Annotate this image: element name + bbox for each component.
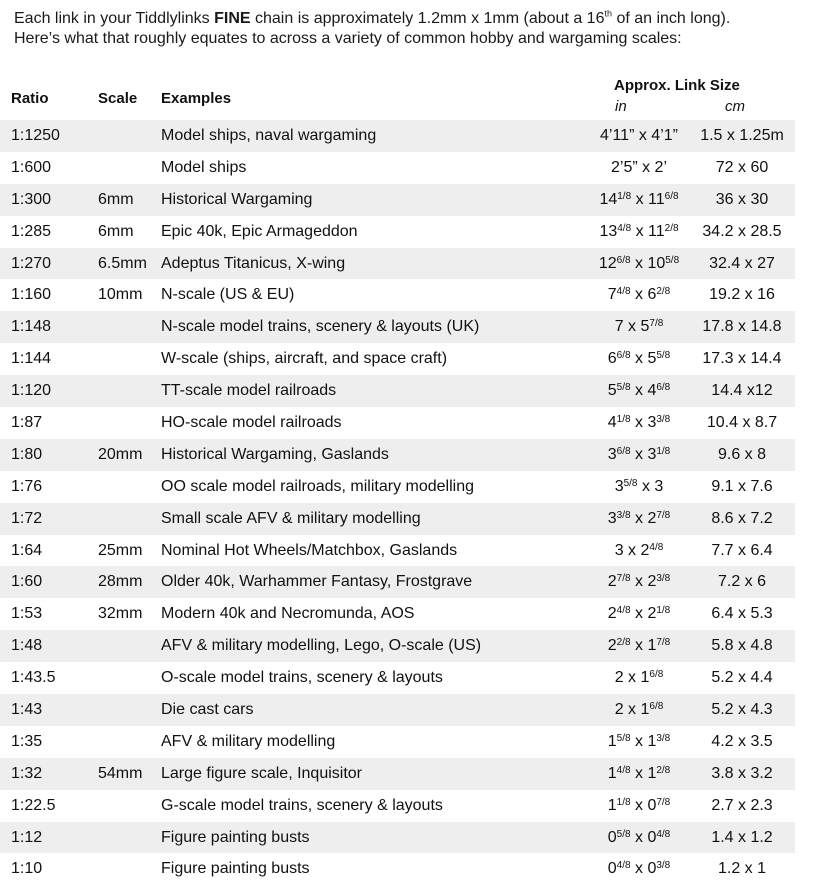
examples-cell: Small scale AFV & military modelling: [161, 509, 421, 527]
inches-fraction: 3/8: [616, 509, 631, 521]
link-size-cm-cell: 72 x 60: [715, 158, 769, 176]
table-row: [0, 853, 795, 885]
inches-fraction: 3/8: [656, 860, 671, 872]
inches-value: 0: [607, 828, 617, 846]
header-unit-cm: cm: [725, 98, 745, 115]
scale-cell: 54mm: [98, 764, 143, 782]
intro-text: [14, 9, 809, 49]
scale-table: [0, 120, 795, 885]
link-size-cm-cell: 8.6 x 7.2: [711, 509, 773, 527]
inches-fraction: 4/8: [616, 764, 631, 776]
examples-cell: Die cast cars: [161, 701, 254, 719]
intro-text-part: Each link in your Tiddlylinks: [14, 10, 215, 27]
table-row: [0, 503, 795, 535]
table-row: [0, 184, 795, 216]
ratio-cell: 1:22.5: [11, 796, 56, 814]
inches-fraction: 6/8: [649, 701, 664, 713]
inches-value: x 0: [630, 828, 657, 846]
examples-cell: HO-scale model railroads: [161, 414, 342, 432]
intro-line-1: [14, 9, 809, 29]
intro-text-part: of an inch long).: [612, 10, 731, 27]
examples-cell: Figure painting busts: [161, 860, 310, 878]
inches-fraction: 7/8: [616, 573, 631, 585]
inches-value: 14: [599, 190, 618, 208]
scale-cell: 6mm: [98, 222, 134, 240]
scale-cell: 6.5mm: [98, 254, 147, 272]
ratio-cell: 1:35: [11, 732, 43, 750]
ratio-cell: 1:48: [11, 637, 43, 655]
inches-fraction: 3/8: [656, 573, 671, 585]
inches-value: x 0: [630, 860, 657, 878]
table-row: [0, 343, 795, 375]
inches-value: 12: [598, 254, 617, 272]
inches-fraction: 6/8: [616, 350, 631, 362]
inches-fraction: 6/8: [616, 445, 631, 457]
inches-value: x 2: [630, 605, 657, 623]
link-size-cm-cell: 6.4 x 5.3: [711, 605, 773, 623]
intro-line-2: Here’s what that roughly equates to across a variety of common hobby and wargaming scales:: [14, 30, 682, 47]
inches-value: x 5: [630, 350, 657, 368]
inches-fraction: 1/8: [617, 190, 632, 202]
inches-fraction: 4/8: [616, 605, 631, 617]
inches-fraction: 5/8: [656, 350, 671, 362]
table-row: [0, 375, 795, 407]
link-size-cm-cell: 14.4 x12: [711, 382, 773, 400]
inches-fraction: 6/8: [656, 382, 671, 394]
inches-fraction: 2/8: [664, 222, 679, 234]
examples-cell: W-scale (ships, aircraft, and space craft): [161, 350, 448, 368]
ratio-cell: 1:43.5: [11, 669, 56, 687]
table-row: [0, 566, 795, 598]
inches-fraction: 1/8: [616, 796, 631, 808]
inches-fraction: 7/8: [656, 637, 671, 649]
inches-fraction: 6/8: [649, 669, 664, 681]
inches-fraction: 3/8: [656, 732, 671, 744]
examples-cell: Figure painting busts: [161, 828, 310, 846]
inches-value: 2: [607, 637, 617, 655]
inches-value: 5: [607, 382, 617, 400]
ratio-cell: 1:72: [11, 509, 43, 527]
link-size-cm-cell: 7.7 x 6.4: [711, 541, 773, 559]
ratio-cell: 1:87: [11, 414, 43, 432]
table-row: [0, 662, 795, 694]
link-size-cm-cell: 34.2 x 28.5: [702, 222, 782, 240]
ratio-cell: 1:285: [11, 222, 52, 240]
inches-value: x 3: [637, 477, 664, 495]
link-size-cm-cell: 5.8 x 4.8: [711, 637, 773, 655]
header-unit-in: in: [615, 98, 627, 115]
inches-value: 3: [607, 509, 617, 527]
table-row: [0, 598, 795, 630]
examples-cell: Modern 40k and Necromunda, AOS: [161, 605, 415, 623]
examples-cell: Nominal Hot Wheels/Matchbox, Gaslands: [161, 541, 458, 559]
examples-cell: Adeptus Titanicus, X-wing: [161, 254, 346, 272]
ratio-cell: 1:600: [11, 158, 52, 176]
ratio-cell: 1:43: [11, 701, 43, 719]
inches-fraction: 5/8: [616, 828, 631, 840]
scale-cell: 25mm: [98, 541, 143, 559]
scale-cell: 32mm: [98, 605, 143, 623]
inches-value: 3: [607, 445, 617, 463]
ratio-cell: 1:60: [11, 573, 43, 591]
inches-value: x 11: [631, 222, 665, 240]
examples-cell: Epic 40k, Epic Armageddon: [161, 222, 358, 240]
link-size-cm-cell: 17.8 x 14.8: [702, 318, 782, 336]
inches-fraction: 1/8: [656, 445, 671, 457]
inches-value: x 2: [630, 509, 657, 527]
header-ratio: Ratio: [11, 90, 49, 107]
table-row: [0, 630, 795, 662]
table-row: [0, 535, 795, 567]
inches-value: 3: [614, 477, 624, 495]
inches-value: x 4: [630, 382, 657, 400]
inches-value: x 11: [631, 190, 665, 208]
inches-fraction: 5/8: [665, 254, 680, 266]
ratio-cell: 1:80: [11, 445, 43, 463]
inches-value: x 2: [630, 573, 657, 591]
inches-fraction: 4/8: [656, 828, 671, 840]
examples-cell: AFV & military modelling, Lego, O-scale (US): [161, 637, 482, 655]
ratio-cell: 1:53: [11, 605, 43, 623]
inches-value: 4: [607, 414, 617, 432]
inches-value: x 0: [630, 796, 657, 814]
inches-fraction: 2/8: [656, 286, 671, 298]
link-size-cm-cell: 7.2 x 6: [717, 573, 767, 591]
inches-value: 2 x 1: [614, 701, 650, 719]
inches-fraction: 2/8: [656, 764, 671, 776]
table-row: [0, 248, 795, 280]
header-scale: Scale: [98, 90, 138, 107]
chain-name-bold: FINE: [214, 10, 251, 27]
inches-value: x 6: [630, 286, 657, 304]
ratio-cell: 1:160: [11, 286, 52, 304]
inches-fraction: 4/8: [649, 541, 664, 553]
inches-fraction: 3/8: [656, 414, 671, 426]
inches-fraction: 1/8: [656, 605, 671, 617]
table-row: [0, 758, 795, 790]
inches-value: 1: [607, 796, 617, 814]
ratio-cell: 1:148: [11, 318, 52, 336]
header-link-size: Approx. Link Size: [614, 77, 740, 94]
ratio-cell: 1:144: [11, 350, 52, 368]
table-row: [0, 726, 795, 758]
inches-value: 2: [607, 605, 617, 623]
inches-value: x 3: [630, 445, 657, 463]
ratio-cell: 1:32: [11, 764, 43, 782]
ratio-cell: 1:300: [11, 190, 52, 208]
link-size-cm-cell: 2.7 x 2.3: [711, 796, 773, 814]
inches-fraction: 7/8: [649, 318, 664, 330]
inches-fraction: 5/8: [623, 477, 638, 489]
table-row: [0, 790, 795, 822]
table-row: [0, 152, 795, 184]
link-size-cm-cell: 9.1 x 7.6: [711, 477, 773, 495]
link-size-cm-cell: 9.6 x 8: [717, 445, 767, 463]
examples-cell: N-scale model trains, scenery & layouts (UK): [161, 318, 480, 336]
examples-cell: Historical Wargaming: [161, 190, 313, 208]
examples-cell: Large figure scale, Inquisitor: [161, 764, 362, 782]
link-size-cm-cell: 4.2 x 3.5: [711, 732, 773, 750]
ratio-cell: 1:270: [11, 254, 52, 272]
link-size-cm-cell: 17.3 x 14.4: [702, 350, 782, 368]
scale-cell: 6mm: [98, 190, 134, 208]
ratio-cell: 1:76: [11, 477, 43, 495]
inches-value: 7: [607, 286, 617, 304]
inches-fraction: 4/8: [616, 860, 631, 872]
table-row: [0, 407, 795, 439]
table-row: [0, 216, 795, 248]
examples-cell: Model ships, naval wargaming: [161, 127, 377, 144]
table-row: [0, 311, 795, 343]
ratio-cell: 1:1250: [11, 127, 60, 144]
inches-fraction: 6/8: [616, 254, 631, 266]
inches-value: 0: [607, 860, 617, 878]
table-row: [0, 120, 795, 152]
inches-fraction: 2/8: [616, 637, 631, 649]
inches-value: x 1: [630, 732, 657, 750]
link-size-cm-cell: 36 x 30: [715, 190, 769, 208]
inches-value: x 10: [630, 254, 666, 272]
examples-cell: OO scale model railroads, military modelling: [161, 477, 474, 495]
inches-value: 1: [607, 764, 617, 782]
table-row: [0, 279, 795, 311]
inches-value: x 3: [630, 414, 657, 432]
link-size-cm-cell: 19.2 x 16: [709, 286, 775, 304]
table-header: [0, 76, 817, 120]
link-size-cm-cell: 1.4 x 1.2: [711, 828, 773, 846]
examples-cell: N-scale (US & EU): [161, 286, 295, 304]
inches-fraction: 5/8: [616, 732, 631, 744]
header-examples: Examples: [161, 90, 232, 107]
examples-cell: G-scale model trains, scenery & layouts: [161, 796, 443, 814]
inches-value: 3 x 2: [614, 541, 650, 559]
table-row: [0, 822, 795, 854]
inches-fraction: 4/8: [616, 286, 631, 298]
link-size-cm-cell: 5.2 x 4.3: [711, 701, 773, 719]
link-size-cm-cell: 10.4 x 8.7: [706, 414, 778, 432]
ratio-cell: 1:12: [11, 828, 43, 846]
inches-fraction: 1/8: [616, 414, 631, 426]
inches-value: 7 x 5: [614, 318, 650, 336]
inches-fraction: 7/8: [656, 796, 671, 808]
table-row: [0, 471, 795, 503]
ratio-cell: 1:10: [11, 860, 43, 878]
inches-value: 4’11” x 4’1”: [600, 127, 678, 144]
examples-cell: AFV & military modelling: [161, 732, 336, 750]
scale-cell: 28mm: [98, 573, 143, 591]
inches-value: 2 x 1: [614, 669, 650, 687]
examples-cell: Model ships: [161, 158, 247, 176]
table-row: [0, 694, 795, 726]
inches-fraction: 6/8: [664, 190, 679, 202]
ordinal-suffix: th: [604, 8, 612, 19]
link-size-cm-cell: 1.2 x 1: [717, 860, 767, 878]
inches-value: x 1: [630, 637, 657, 655]
examples-cell: TT-scale model railroads: [161, 382, 337, 400]
link-size-cm-cell: 5.2 x 4.4: [711, 669, 773, 687]
examples-cell: Older 40k, Warhammer Fantasy, Frostgrave: [161, 573, 473, 591]
inches-value: 2: [607, 573, 617, 591]
examples-cell: O-scale model trains, scenery & layouts: [161, 669, 443, 687]
ratio-cell: 1:120: [11, 382, 52, 400]
inches-value: 2’5” x 2’: [610, 158, 668, 176]
intro-text-part: chain is approximately 1.2mm x 1mm (about a 16: [250, 10, 605, 27]
inches-value: 6: [607, 350, 617, 368]
examples-cell: Historical Wargaming, Gaslands: [161, 445, 389, 463]
link-size-cm-cell: 32.4 x 27: [709, 254, 775, 272]
inches-value: 1: [607, 732, 617, 750]
inches-fraction: 5/8: [616, 382, 631, 394]
inches-value: 13: [599, 222, 618, 240]
link-size-cm-cell: 1.5 x 1.25m: [700, 127, 784, 144]
link-size-cm-cell: 3.8 x 3.2: [711, 764, 773, 782]
ratio-cell: 1:64: [11, 541, 43, 559]
table-row: [0, 439, 795, 471]
scale-cell: 20mm: [98, 445, 143, 463]
scale-cell: 10mm: [98, 286, 143, 304]
inches-fraction: 7/8: [656, 509, 671, 521]
inches-value: x 1: [630, 764, 657, 782]
inches-fraction: 4/8: [617, 222, 632, 234]
